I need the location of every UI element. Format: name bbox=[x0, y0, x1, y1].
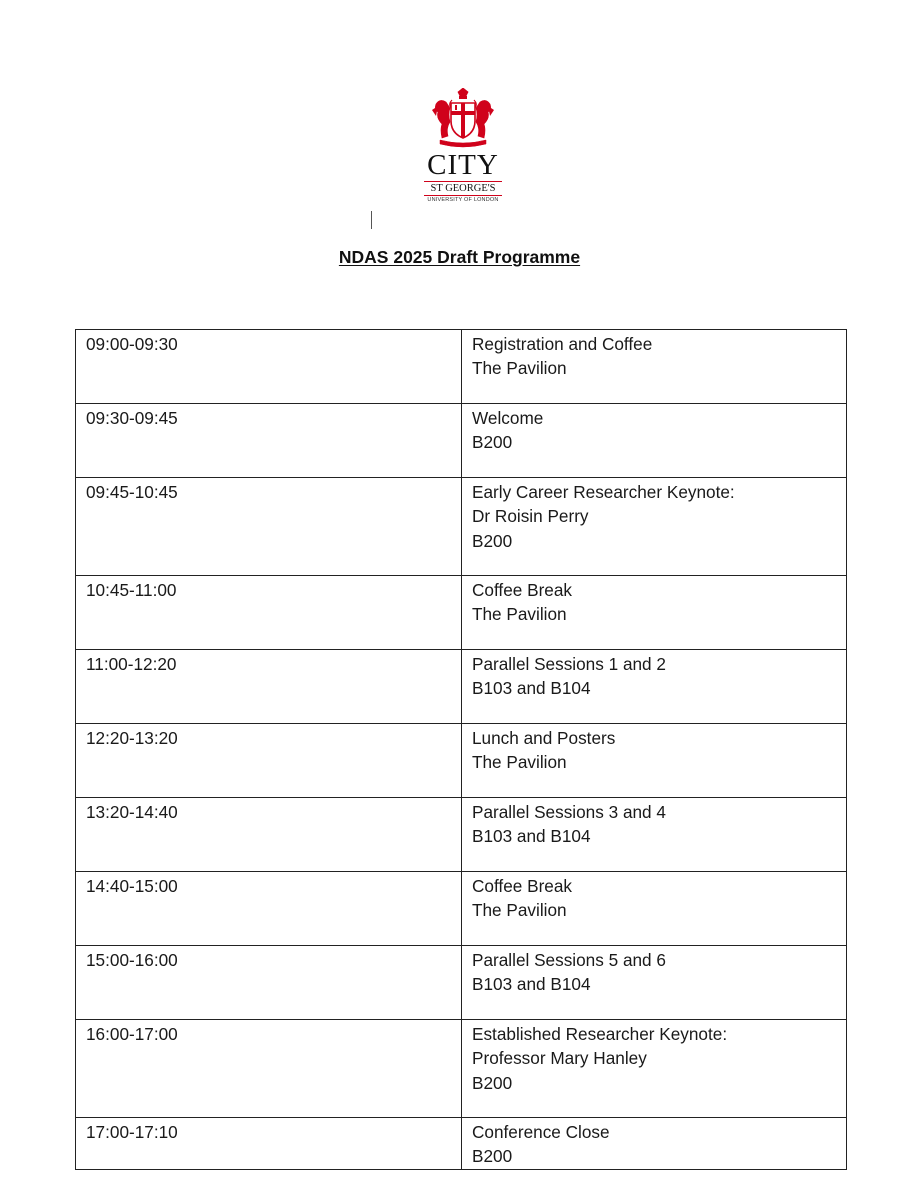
page-title: NDAS 2025 Draft Programme bbox=[338, 247, 581, 267]
schedule-event bbox=[462, 1020, 847, 1118]
event-title: Parallel Sessions 5 and 6 bbox=[472, 950, 666, 970]
event-detail: B103 and B104 bbox=[472, 974, 591, 995]
event-title: Registration and Coffee bbox=[472, 334, 653, 354]
schedule-row bbox=[76, 1118, 847, 1170]
event-title: Early Career Researcher Keynote: bbox=[472, 482, 735, 502]
schedule-row bbox=[76, 576, 847, 650]
schedule-event bbox=[462, 330, 847, 404]
event-detail: B103 and B104 bbox=[472, 826, 591, 847]
schedule-event bbox=[462, 946, 847, 1020]
logo-wordmark-city: CITY bbox=[427, 149, 499, 181]
schedule-row bbox=[76, 478, 847, 576]
schedule-row bbox=[76, 872, 847, 946]
event-detail: The Pavilion bbox=[472, 752, 567, 773]
event-detail: Professor Mary Hanley bbox=[472, 1048, 647, 1069]
schedule-row bbox=[76, 946, 847, 1020]
schedule-event bbox=[462, 724, 847, 798]
event-title: Welcome bbox=[472, 408, 544, 428]
logo-divider bbox=[424, 181, 502, 182]
logo-tagline: UNIVERSITY OF LONDON bbox=[427, 197, 499, 203]
programme-table bbox=[75, 329, 847, 1170]
event-detail: B200 bbox=[472, 1072, 513, 1093]
logo-wordmark-stgeorges: ST GEORGE'S bbox=[430, 183, 496, 194]
event-title: Conference Close bbox=[472, 1122, 610, 1142]
schedule-event bbox=[462, 576, 847, 650]
schedule-event bbox=[462, 1118, 847, 1170]
schedule-row bbox=[76, 330, 847, 404]
schedule-row bbox=[76, 404, 847, 478]
logo-divider bbox=[424, 195, 502, 196]
university-logo bbox=[418, 88, 508, 210]
event-detail: The Pavilion bbox=[472, 604, 567, 625]
event-detail: B200 bbox=[472, 1146, 513, 1167]
schedule-event bbox=[462, 650, 847, 724]
schedule-row bbox=[76, 798, 847, 872]
schedule-row bbox=[76, 1020, 847, 1118]
schedule-row bbox=[76, 650, 847, 724]
schedule-time: 09:00-09:30 bbox=[76, 330, 462, 404]
event-detail: The Pavilion bbox=[472, 358, 567, 379]
crest-icon bbox=[418, 88, 508, 148]
schedule-row bbox=[76, 724, 847, 798]
event-title: Parallel Sessions 1 and 2 bbox=[472, 654, 666, 674]
event-title: Coffee Break bbox=[472, 876, 573, 896]
event-detail: B200 bbox=[472, 530, 513, 551]
text-cursor bbox=[371, 211, 372, 229]
schedule-event bbox=[462, 478, 847, 576]
schedule-time: 14:40-15:00 bbox=[76, 872, 462, 946]
schedule-time: 09:45-10:45 bbox=[76, 478, 462, 576]
event-detail: B200 bbox=[472, 432, 513, 453]
event-detail: The Pavilion bbox=[472, 900, 567, 921]
schedule-time: 16:00-17:00 bbox=[76, 1020, 462, 1118]
schedule-time: 11:00-12:20 bbox=[76, 650, 462, 724]
schedule-event bbox=[462, 872, 847, 946]
schedule-time: 13:20-14:40 bbox=[76, 798, 462, 872]
schedule-time: 17:00-17:10 bbox=[76, 1118, 462, 1170]
event-title: Lunch and Posters bbox=[472, 728, 616, 748]
schedule-time: 10:45-11:00 bbox=[76, 576, 462, 650]
schedule-time: 09:30-09:45 bbox=[76, 404, 462, 478]
event-title: Coffee Break bbox=[472, 580, 573, 600]
schedule-time: 12:20-13:20 bbox=[76, 724, 462, 798]
event-title: Established Researcher Keynote: bbox=[472, 1024, 728, 1044]
event-title: Parallel Sessions 3 and 4 bbox=[472, 802, 666, 822]
schedule-time: 15:00-16:00 bbox=[76, 946, 462, 1020]
event-detail: B103 and B104 bbox=[472, 678, 591, 699]
schedule-event bbox=[462, 404, 847, 478]
schedule-event bbox=[462, 798, 847, 872]
event-detail: Dr Roisin Perry bbox=[472, 506, 589, 527]
